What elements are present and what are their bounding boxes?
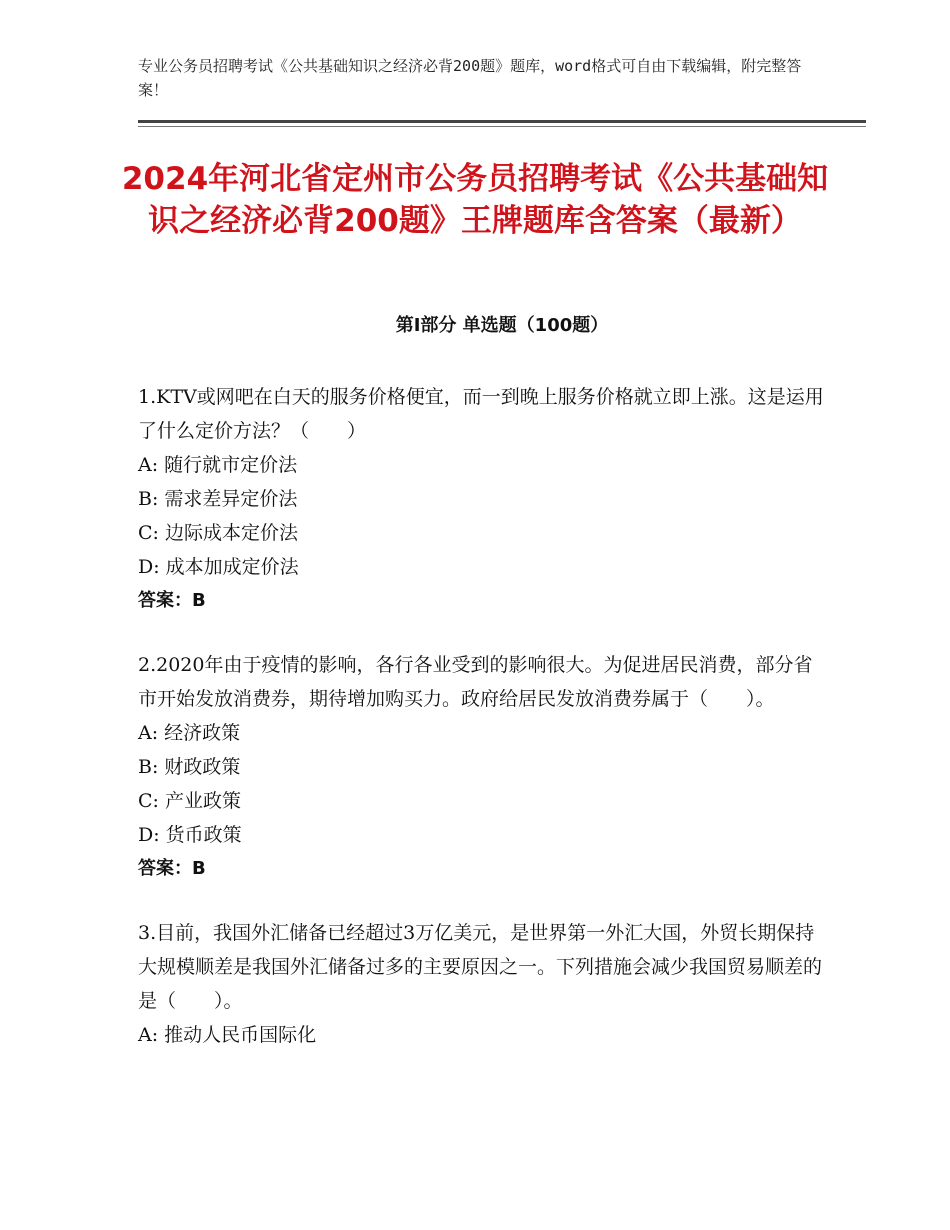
question-stem: 1.KTV或网吧在白天的服务价格便宜，而一到晚上服务价格就立即上涨。这是运用了什么定价方法？（ ）: [138, 386, 824, 442]
option-d: D: 成本加成定价法: [138, 556, 299, 578]
question-3: [138, 916, 828, 1052]
answer-line: 答案：B: [138, 858, 206, 879]
option-a: A: 推动人民币国际化: [138, 1024, 317, 1046]
question-2: [138, 648, 828, 886]
option-b: B: 财政政策: [138, 756, 241, 778]
question-stem: 3.目前，我国外汇储备已经超过3万亿美元，是世界第一外汇大国，外贸长期保持大规模顺差是我国外汇储备过多的主要原因之一。下列措施会减少我国贸易顺差的是（ ）。: [138, 922, 823, 1012]
header-note: 专业公务员招聘考试《公共基础知识之经济必背200题》题库，word格式可自由下载编辑，附完整答案！: [138, 57, 802, 99]
document-title: 2024年河北省定州市公务员招聘考试《公共基础知识之经济必背200题》王牌题库含答案（最新）: [121, 161, 829, 239]
option-a: A: 随行就市定价法: [138, 454, 298, 476]
header-divider-thick: [138, 120, 866, 123]
option-c: C: 产业政策: [138, 790, 241, 812]
header-divider-thin: [138, 126, 866, 127]
answer-line: 答案：B: [138, 590, 206, 611]
question-list: [138, 380, 828, 1082]
question-1: [138, 380, 828, 618]
section-title: 第Ⅰ部分 单选题（100题）: [395, 315, 609, 336]
option-b: B: 需求差异定价法: [138, 488, 298, 510]
option-a: A: 经济政策: [138, 722, 241, 744]
option-c: C: 边际成本定价法: [138, 522, 298, 544]
question-stem: 2.2020年由于疫情的影响，各行各业受到的影响很大。为促进居民消费，部分省市开始发放消费券，期待增加购买力。政府给居民发放消费券属于（ ）。: [138, 654, 813, 710]
option-d: D: 货币政策: [138, 824, 242, 846]
